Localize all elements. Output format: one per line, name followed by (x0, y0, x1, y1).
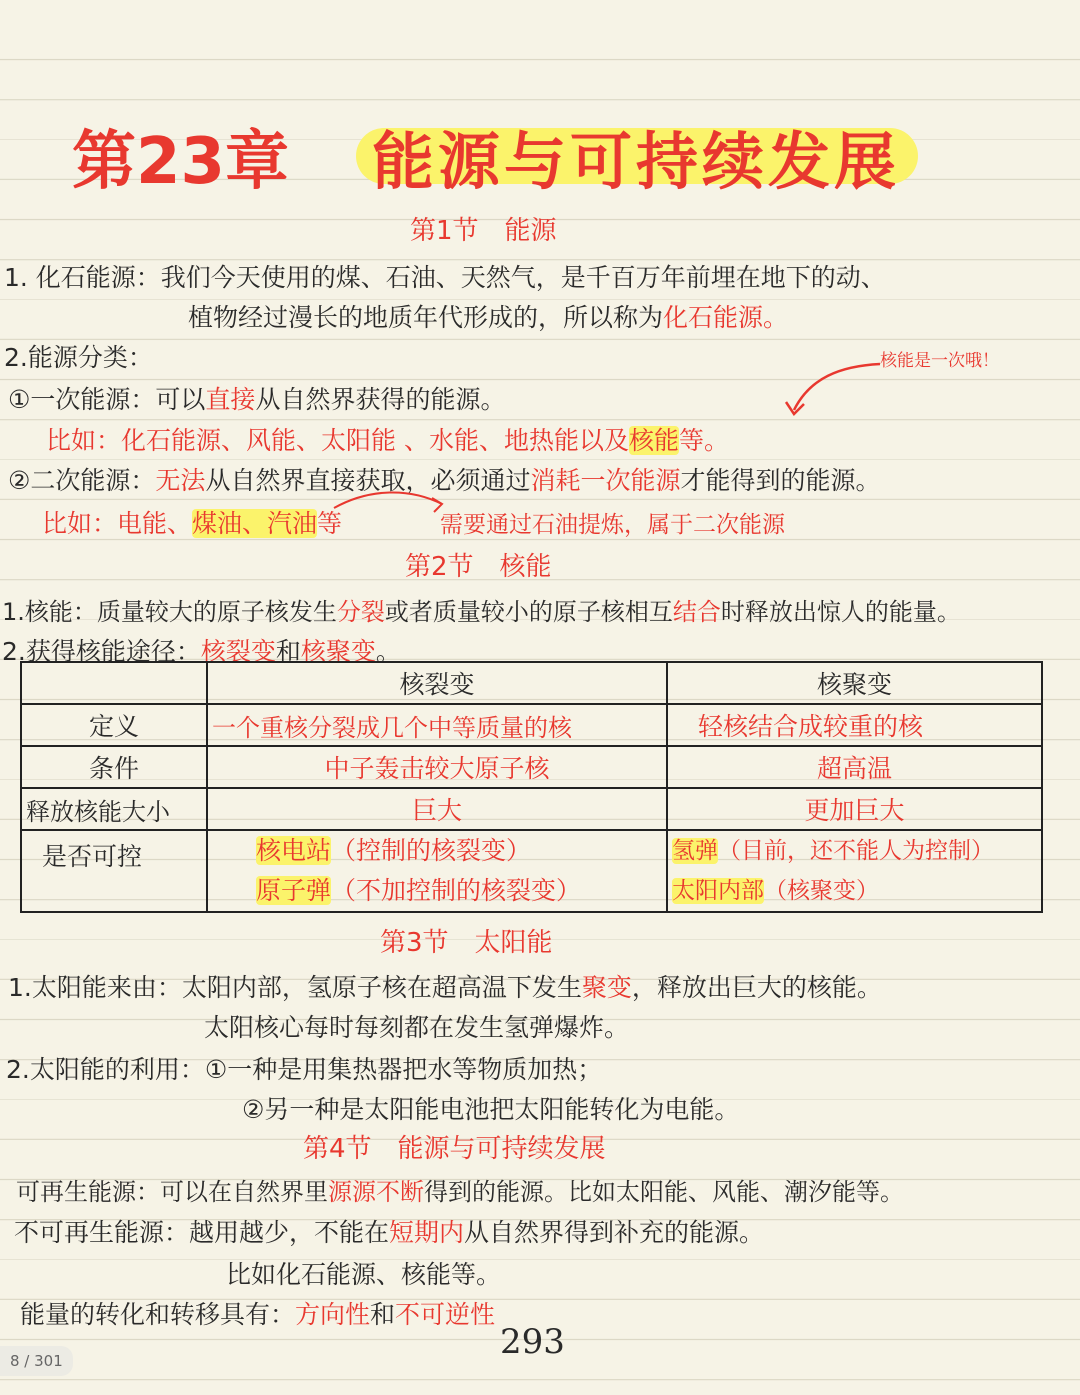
nonrenewable-end: 从自然界得到补充的能源。 (464, 1218, 765, 1247)
secondary-arrow-icon (330, 486, 450, 516)
page-indicator: 8 / 301 (0, 1346, 73, 1376)
primary-ex-text: 比如：化石能源、风能、太阳能 、水能、地热能以及 (46, 426, 629, 455)
nonrenewable-red: 短期内 (389, 1218, 465, 1247)
s2-p1-text: 1.核能：质量较大的原子核发生 (2, 598, 337, 626)
primary-ex-highlight: 核能 (628, 426, 679, 455)
s3-p1-red: 聚变 (581, 973, 632, 1002)
section-1-heading: 第1节 能源 (410, 216, 557, 246)
table-row (21, 788, 1042, 830)
table-row (21, 746, 1042, 788)
chapter-number: 第23章 (72, 125, 290, 199)
primary-examples (46, 421, 729, 457)
nonrenewable-examples: 比如化石能源、核能等。 (226, 1260, 502, 1289)
table-cell: 中子轰击较大原子核 (207, 746, 667, 788)
fusion-control-rest1: （目前，还不能人为控制） (718, 838, 994, 864)
s3-p1-line2: 太阳核心每时每刻都在发生氢弹爆炸。 (204, 1013, 630, 1042)
secondary-note: 需要通过石油提炼，属于二次能源 (440, 512, 785, 538)
s1-p2: 2.能源分类： (4, 343, 153, 372)
note-arrow-icon (780, 358, 890, 420)
s2-p1 (2, 592, 961, 627)
transfer-red1: 方向性 (295, 1300, 371, 1329)
table-cell: 巨大 (207, 788, 667, 830)
table-cell: 轻核结合成较重的核 (667, 704, 1042, 746)
renewable-red: 源源不断 (328, 1178, 424, 1206)
s3-p2-line2: ②另一种是太阳能电池把太阳能转化为电能。 (242, 1095, 740, 1124)
table-row-label: 条件 (21, 746, 207, 788)
table-cell: 一个重核分裂成几个中等质量的核 (207, 704, 667, 746)
nonrenewable-energy (14, 1213, 764, 1249)
s3-p1-text: 1.太阳能来由：太阳内部，氢原子核在超高温下发生 (8, 973, 582, 1002)
table-header-fusion: 核聚变 (667, 662, 1042, 704)
s1-p1-line2 (188, 298, 788, 334)
table-row (21, 704, 1042, 746)
fusion-control-rest2: （核聚变） (764, 878, 879, 904)
table-header-row (21, 662, 1042, 704)
fission-control-hl2: 原子弹 (256, 876, 332, 905)
s1-p1-red: 化石能源。 (663, 303, 789, 332)
table-cell: 超高温 (667, 746, 1042, 788)
transfer-text: 能量的转化和转移具有： (20, 1300, 296, 1329)
s2-p2-red2: 核聚变 (300, 637, 376, 666)
secondary-red2: 消耗一次能源 (530, 466, 681, 495)
section-2-heading: 第2节 核能 (405, 552, 552, 582)
page-number: 293 (500, 1322, 565, 1362)
s2-p2-end: 。 (375, 637, 401, 666)
primary-energy (8, 380, 505, 416)
nuclear-note: 核能是一次哦！ (880, 351, 999, 371)
s3-p1-end: ，释放出巨大的核能。 (631, 973, 882, 1002)
nonrenewable-text: 不可再生能源：越用越少，不能在 (14, 1218, 390, 1247)
transfer-red2: 不可逆性 (395, 1300, 496, 1329)
renewable-energy (16, 1172, 904, 1207)
s3-p2: 2.太阳能的利用：①一种是用集热器把水等物质加热； (6, 1055, 603, 1084)
fusion-control-line1 (672, 831, 1037, 871)
s2-p1-red2: 结合 (672, 598, 721, 626)
table-header-empty (21, 662, 207, 704)
table-cell: 更加巨大 (667, 788, 1042, 830)
s2-p2-mid: 和 (275, 637, 301, 666)
fission-control-line1 (256, 831, 662, 871)
secondary-ex-highlight: 煤油、汽油 (192, 509, 318, 538)
table-row (21, 830, 1042, 912)
table-row-label: 是否可控 (21, 830, 207, 912)
nuclear-comparison-table (20, 661, 1043, 913)
secondary-ex-end: 等 (317, 509, 343, 538)
secondary-mid: 从自然界直接获取，必须通过 (205, 466, 531, 495)
secondary-end: 才能得到的能源。 (680, 466, 881, 495)
chapter-title: 能源与可持续发展 (372, 125, 901, 198)
secondary-text: ②二次能源： (8, 466, 156, 495)
table-header-fission: 核裂变 (207, 662, 667, 704)
s2-p2-red1: 核裂变 (200, 637, 276, 666)
section-3-heading: 第3节 太阳能 (380, 928, 553, 958)
table-row-label: 定义 (21, 704, 207, 746)
table-cell-control-fission (207, 830, 667, 912)
primary-ex-end: 等。 (678, 426, 729, 455)
fission-control-hl1: 核电站 (256, 836, 332, 865)
secondary-ex-text: 比如：电能、 (42, 509, 193, 538)
s2-p1-red1: 分裂 (336, 598, 385, 626)
renewable-end: 得到的能源。比如太阳能、风能、潮汐能等。 (424, 1178, 904, 1206)
primary-red: 直接 (205, 385, 256, 414)
section-4-heading: 第4节 能源与可持续发展 (303, 1134, 606, 1164)
renewable-text: 可再生能源：可以在自然界里 (16, 1178, 328, 1206)
secondary-examples (42, 504, 342, 540)
fission-control-rest2: （不加控制的核裂变） (331, 876, 582, 905)
fission-control-rest1: （控制的核裂变） (331, 836, 532, 865)
primary-text: ①一次能源：可以 (8, 385, 206, 414)
s1-p1-text: 植物经过漫长的地质年代形成的，所以称为 (188, 303, 664, 332)
fusion-control-hl1: 氢弹 (672, 838, 718, 864)
table-cell-control-fusion (667, 830, 1042, 912)
secondary-red1: 无法 (155, 466, 206, 495)
s2-p2-text: 2.获得核能途径： (2, 637, 201, 666)
s3-p1 (8, 968, 882, 1004)
fusion-control-hl2: 太阳内部 (672, 878, 764, 904)
transfer-mid: 和 (370, 1300, 396, 1329)
s2-p1-end: 时释放出惊人的能量。 (720, 598, 961, 626)
fission-control-line2 (256, 871, 662, 911)
s1-p1-line1: 1. 化石能源：我们今天使用的煤、石油、天然气，是千百万年前埋在地下的动、 (4, 263, 886, 292)
fusion-control-line2 (672, 871, 1037, 911)
table-row-label: 释放核能大小 (21, 788, 207, 830)
s2-p1-mid: 或者质量较小的原子核相互 (384, 598, 673, 626)
energy-transfer (20, 1295, 495, 1331)
primary-rest: 从自然界获得的能源。 (255, 385, 506, 414)
